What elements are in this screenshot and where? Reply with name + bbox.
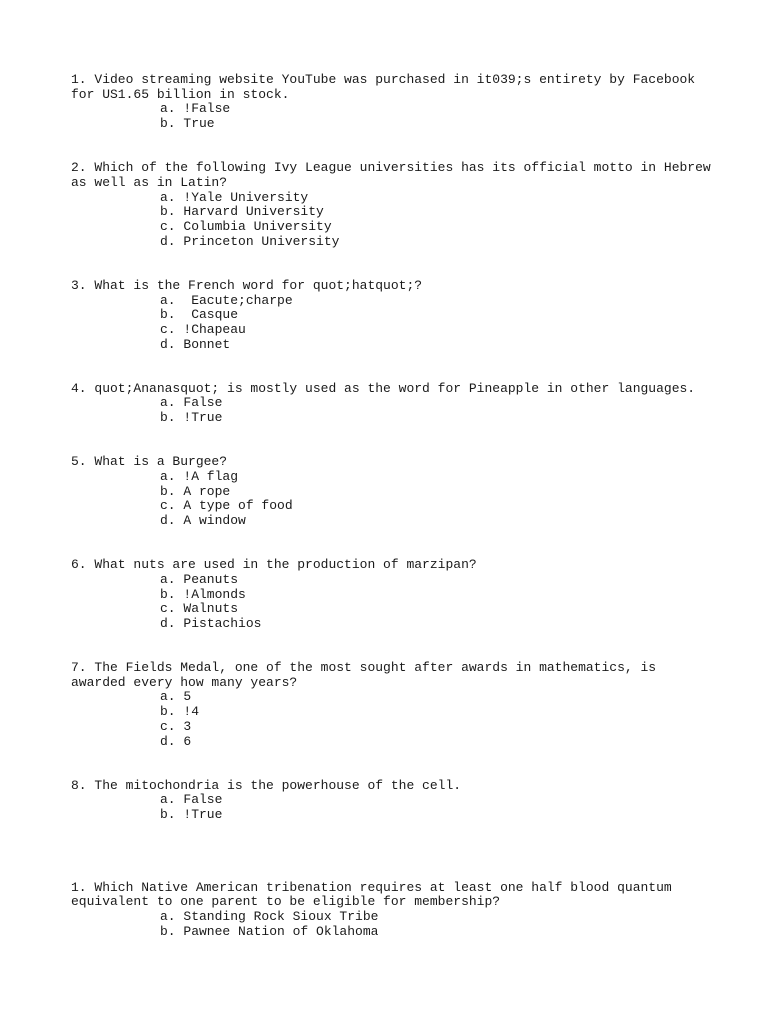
answer-option: c. 3	[160, 718, 192, 734]
answer-options	[71, 102, 711, 131]
answer-option: b. !True	[160, 410, 223, 426]
answer-options	[71, 910, 711, 939]
question-6	[71, 558, 711, 632]
answer-option: b. Casque	[160, 307, 239, 323]
answer-option: a. 5	[160, 689, 192, 705]
answer-options	[71, 294, 711, 353]
answer-options	[71, 470, 711, 529]
question-3	[71, 279, 711, 353]
answer-option: d. Pistachios	[160, 615, 262, 631]
answer-option: b. !4	[160, 704, 200, 720]
answer-option: c. !Chapeau	[160, 321, 246, 337]
question-2	[71, 160, 719, 249]
answer-option: b. !True	[160, 807, 223, 823]
answer-option: d. Princeton University	[160, 233, 340, 249]
question-5	[71, 455, 711, 529]
answer-option: b. A rope	[160, 483, 231, 499]
answer-option: d. A window	[160, 513, 246, 529]
answer-options	[71, 191, 711, 250]
answer-option: a. !Yale University	[160, 189, 309, 205]
question-text: 1. Which Native American tribenation requires at least one half blood quantum equivalent to one parent to be eligible for membership?	[71, 879, 680, 910]
question-4	[71, 382, 711, 426]
answer-option: b. !Almonds	[160, 586, 246, 602]
answer-option: c. A type of food	[160, 498, 293, 514]
answer-option: a. False	[160, 395, 223, 411]
answer-options	[71, 573, 711, 632]
question-text: 2. Which of the following Ivy League universities has its official motto in Hebrew as well as in Latin?	[71, 160, 719, 190]
answer-option: a. False	[160, 792, 223, 808]
question-8	[71, 779, 711, 823]
answer-option: c. Columbia University	[160, 219, 332, 235]
question-text: 7. The Fields Medal, one of the most sought after awards in mathematics, is awarded every how many years?	[71, 660, 664, 690]
question-text: 5. What is a Burgee?	[71, 454, 228, 470]
answer-option: a. !A flag	[160, 468, 239, 484]
answer-option: a. Peanuts	[160, 571, 239, 587]
question-1	[71, 73, 711, 132]
quiz-document	[71, 72, 719, 940]
answer-option: a. !False	[160, 101, 231, 117]
answer-options	[71, 793, 711, 822]
question-text: 6. What nuts are used in the production of marzipan?	[71, 557, 477, 573]
question-2-1	[71, 881, 711, 940]
question-7	[71, 661, 711, 749]
question-text: 8. The mitochondria is the powerhouse of the cell.	[71, 777, 462, 793]
question-text: 1. Video streaming website YouTube was purchased in it039;s entirety by Facebook for US1.65 billion in stock.	[71, 72, 703, 102]
answer-option: a. Standing Rock Sioux Tribe	[160, 909, 379, 925]
answer-options	[71, 396, 711, 425]
answer-option: a. Eacute;charpe	[160, 292, 293, 308]
question-text: 4. quot;Ananasquot; is mostly used as the word for Pineapple in other languages.	[71, 380, 696, 396]
answer-options	[71, 690, 711, 749]
answer-option: b. Harvard University	[160, 204, 324, 220]
answer-option: c. Walnuts	[160, 601, 239, 617]
answer-option: d. Bonnet	[160, 336, 231, 352]
answer-option: d. 6	[160, 733, 192, 749]
answer-option: b. True	[160, 116, 215, 132]
question-text: 3. What is the French word for quot;hatquot;?	[71, 277, 423, 293]
answer-option: b. Pawnee Nation of Oklahoma	[160, 923, 379, 939]
